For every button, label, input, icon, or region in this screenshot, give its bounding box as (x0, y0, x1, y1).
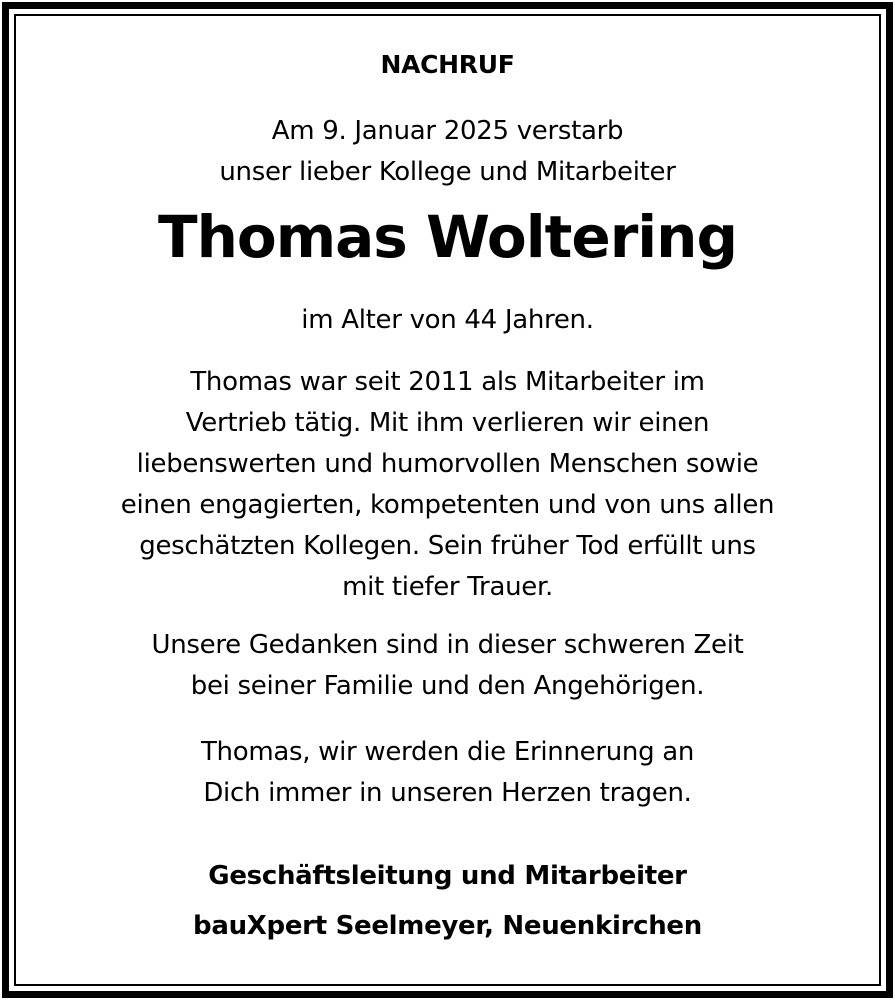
paragraph-1-line: mit tiefer Trauer. (342, 572, 553, 602)
paragraph-1-line: Thomas war seit 2011 als Mitarbeiter im (190, 367, 705, 397)
paragraph-2-line: Unsere Gedanken sind in dieser schweren Zeit (151, 630, 744, 660)
notice-heading: NACHRUF (380, 50, 515, 79)
paragraph-1-line: Vertrieb tätig. Mit ihm verlieren wir einen (185, 408, 710, 438)
deceased-name: Thomas Woltering (158, 203, 737, 271)
intro-line-2: unser lieber Kollege und Mitarbeiter (219, 157, 676, 187)
paragraph-3-line: Dich immer in unseren Herzen tragen. (203, 778, 692, 808)
intro-line-1: Am 9. Januar 2025 verstarb (271, 116, 624, 146)
paragraph-1-line: liebenswerten und humorvollen Menschen sowie (136, 449, 759, 479)
signature-line-2: bauXpert Seelmeyer, Neuenkirchen (193, 911, 702, 941)
obituary-notice (16, 16, 879, 984)
age-line: im Alter von 44 Jahren. (301, 305, 594, 335)
paragraph-1-line: geschätzten Kollegen. Sein früher Tod erfüllt uns (139, 531, 756, 561)
signature-line-1: Geschäftsleitung und Mitarbeiter (208, 861, 687, 891)
paragraph-1-line: einen engagierten, kompetenten und von uns allen (120, 490, 775, 520)
paragraph-3-line: Thomas, wir werden die Erinnerung an (200, 737, 695, 767)
paragraph-2-line: bei seiner Familie und den Angehörigen. (190, 671, 705, 701)
